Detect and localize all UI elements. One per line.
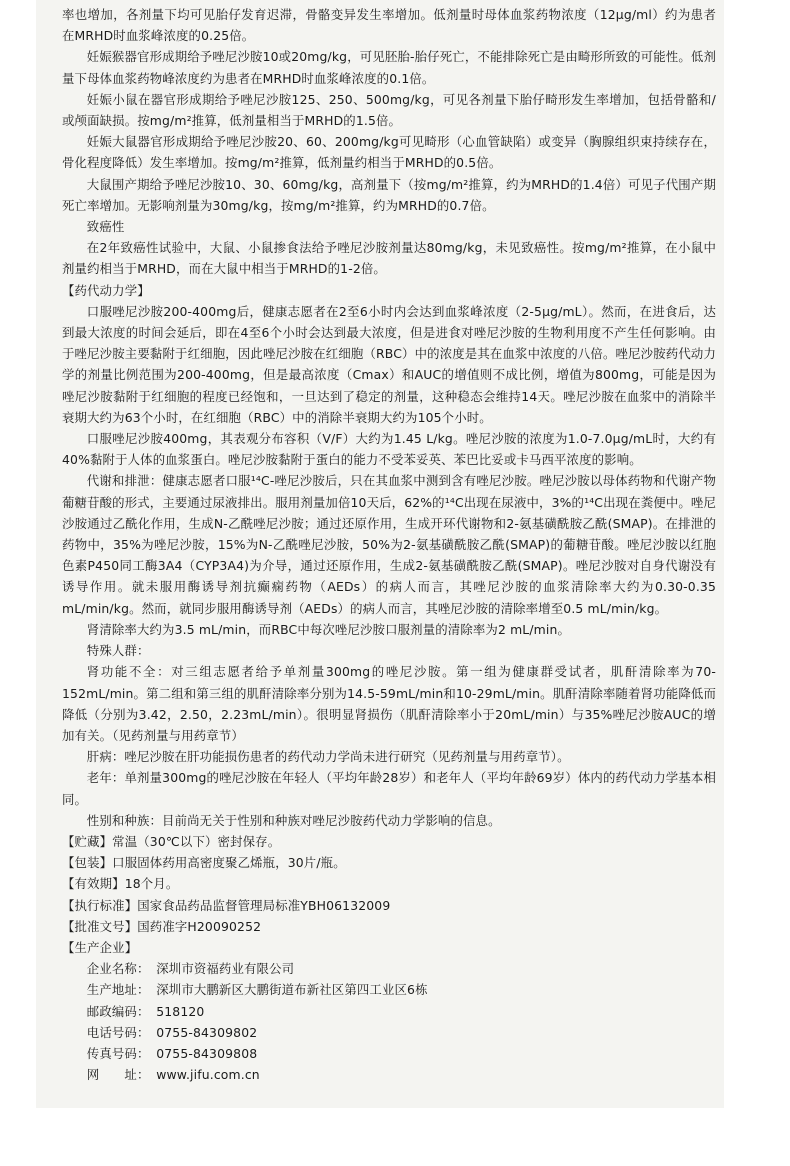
paragraph: 肾清除率大约为3.5 mL/min，而RBC中每次唑尼沙胺口服剂量的清除率为2 mL/min。 [86,621,571,637]
approval-section: 【批准文号】国药准字H20090252 [62,918,262,934]
section-heading: 【药代动力学】 [62,282,150,298]
field-label: 网 址： [86,1067,150,1083]
manufacturer-heading: 【生产企业】 [62,939,138,955]
standard-section: 【执行标准】国家食品药品监督管理局标准YBH06132009 [62,897,391,913]
field-value[interactable]: www.jifu.com.cn [156,1067,260,1083]
subheading: 致癌性 [86,219,125,235]
paragraph: 妊娠猴器官形成期给予唑尼沙胺10或20mg/kg，可见胚胎-胎仔死亡，不能排除死亡是由畸形所致的可能性。低剂量下母体血浆药物峰浓度约为患者在MRHD时血浆峰浓度的0.1倍。 [62,49,716,86]
field-label: 传真号码： [86,1045,150,1061]
field-value: 518120 [156,1003,205,1019]
paragraph: 在2年致癌性试验中，大鼠、小鼠掺食法给予唑尼沙胺剂量达80mg/kg，未见致癌性。按mg/m²推算，在小鼠中剂量约相当于MRHD，而在大鼠中相当于MRHD的1-2倍。 [62,240,716,277]
field-value: 0755-84309808 [156,1045,258,1061]
field-value: 0755-84309802 [156,1024,258,1040]
field-value: 深圳市资福药业有限公司 [156,961,295,977]
paragraph: 口服唑尼沙胺200-400mg后，健康志愿者在2至6小时内会达到血浆峰浓度（2-5μg/mL）。然而，在进食后，达到最大浓度的时间会延后，即在4至6个小时会达到最大浓度，但是进食对唑尼沙胺的生物利用度不产生任何影响。由于唑尼沙胺主要黏附于红细胞，因此唑尼沙胺在红细胞（RBC）中的浓度是其在血浆中浓度的八倍。唑尼沙胺药代动力学的剂量比例范围为200-400mg，但是最高浓度（Cmax）和AUC的增值则不成比例，增值为800mg，可能是因为唑尼沙胺黏附于红细胞的程度已经饱和，一旦达到了稳定的剂量，这种稳态会维持14天。唑尼沙胺在血浆中的消除半衰期大约为63个小时，在红细胞（RBC）中的消除半衰期大约为105个小时。 [62,303,716,425]
paragraph: 代谢和排泄：健康志愿者口服¹⁴C-唑尼沙胺后，只在其血浆中测到含有唑尼沙胺。唑尼沙胺以母体药物和代谢产物葡糖苷酸的形式，主要通过尿液排出。服用剂量加倍10天后，62%的¹⁴C出现在尿液中，3%的¹⁴C出现在粪便中。唑尼沙胺通过乙酰化作用，生成N-乙酰唑尼沙胺；通过还原作用，生成开环代谢物和2-氨基磺酰胺乙酰(SMAP)。在排泄的药物中，35%为唑尼沙胺，15%为N-乙酰唑尼沙胺，50%为2-氨基磺酰胺乙酰(SMAP)的葡糖苷酸。唑尼沙胺以红胞色素P450同工酶3A4（CYP3A4)为介导，通过还原作用，生成2-氨基磺酰胺乙酰(SMAP)。唑尼沙胺对自身代谢没有诱导作用。就未服用酶诱导剂抗癫痫药物（AEDs）的病人而言，其唑尼沙胺的血浆清除率大约为0.30-0.35 mL/min/kg。然而，就同步服用酶诱导剂（AEDs）的病人而言，其唑尼沙胺的清除率增至0.5 mL/min/kg。 [62,473,716,616]
paragraph: 特殊人群： [86,643,150,659]
paragraph: 口服唑尼沙胺400mg，其表观分布容积（V/F）大约为1.45 L/kg。唑尼沙胺的浓度为1.0-7.0μg/mL时，大约有40%黏附于人体的血浆蛋白。唑尼沙胺黏附于蛋白的能力不受苯妥英、苯巴比妥或卡马西平浓度的影响。 [62,431,716,468]
paragraph: 性别和种族：目前尚无关于性别和种族对唑尼沙胺药代动力学影响的信息。 [86,812,501,828]
manufacturer-name [62,958,716,979]
paragraph: 老年：单剂量300mg的唑尼沙胺在年轻人（平均年龄28岁）和老年人（平均年龄69岁）体内的药代动力学基本相同。 [62,770,716,807]
paragraph: 肾功能不全：对三组志愿者给予单剂量300mg的唑尼沙胺。第一组为健康群受试者，肌酐清除率为70-152mL/min。第二组和第三组的肌酐清除率分别为14.5-59mL/min和10-29mL/min。肌酐清除率随着肾功能降低而降低（分别为3.42，2.50，2.23mL/min）。很明显肾损伤（肌酐清除率小于20mL/min）与35%唑尼沙胺AUC的增加有关。（见药剂量与用药章节） [62,664,716,743]
leaflet-content [62,4,716,1085]
paragraph: 率也增加，各剂量下均可见胎仔发育迟滞，骨骼变异发生率增加。低剂量时母体血浆药物浓度（12μg/ml）约为患者在MRHD时血浆峰浓度的0.25倍。 [62,7,716,44]
manufacturer-address [62,979,716,1000]
field-value: 深圳市大鹏新区大鹏街道布新社区第四工业区6栋 [156,982,428,998]
field-label: 电话号码： [86,1024,150,1040]
storage-section: 【贮藏】常温（30℃以下）密封保存。 [62,833,281,849]
manufacturer-phone [62,1022,716,1043]
manufacturer-postcode [62,1001,716,1022]
field-label: 企业名称： [86,961,150,977]
paragraph: 妊娠大鼠器官形成期给予唑尼沙胺20、60、200mg/kg可见畸形（心血管缺陷）或变异（胸腺组织束持续存在，骨化程度降低）发生率增加。按mg/m²推算，低剂量约相当于MRHD的0.5倍。 [62,134,716,171]
validity-section: 【有效期】18个月。 [62,876,179,892]
manufacturer-website [62,1064,716,1085]
paragraph: 大鼠围产期给予唑尼沙胺10、30、60mg/kg，高剂量下（按mg/m²推算，约为MRHD的1.4倍）可见子代围产期死亡率增加。无影响剂量为30mg/kg，按mg/m²推算，约为MRHD的0.7倍。 [62,176,716,213]
paragraph: 妊娠小鼠在器官形成期给予唑尼沙胺125、250、500mg/kg，可见各剂量下胎仔畸形发生率增加，包括骨骼和/或颅面缺损。按mg/m²推算，低剂量相当于MRHD的1.5倍。 [62,91,716,129]
paragraph: 肝病：唑尼沙胺在肝功能损伤患者的药代动力学尚未进行研究（见药剂量与用药章节）。 [86,749,570,765]
manufacturer-fax [62,1043,716,1064]
package-section: 【包装】口服固体药用高密度聚乙烯瓶，30片/瓶。 [62,855,346,871]
field-label: 生产地址： [86,982,150,998]
field-label: 邮政编码： [86,1003,150,1019]
